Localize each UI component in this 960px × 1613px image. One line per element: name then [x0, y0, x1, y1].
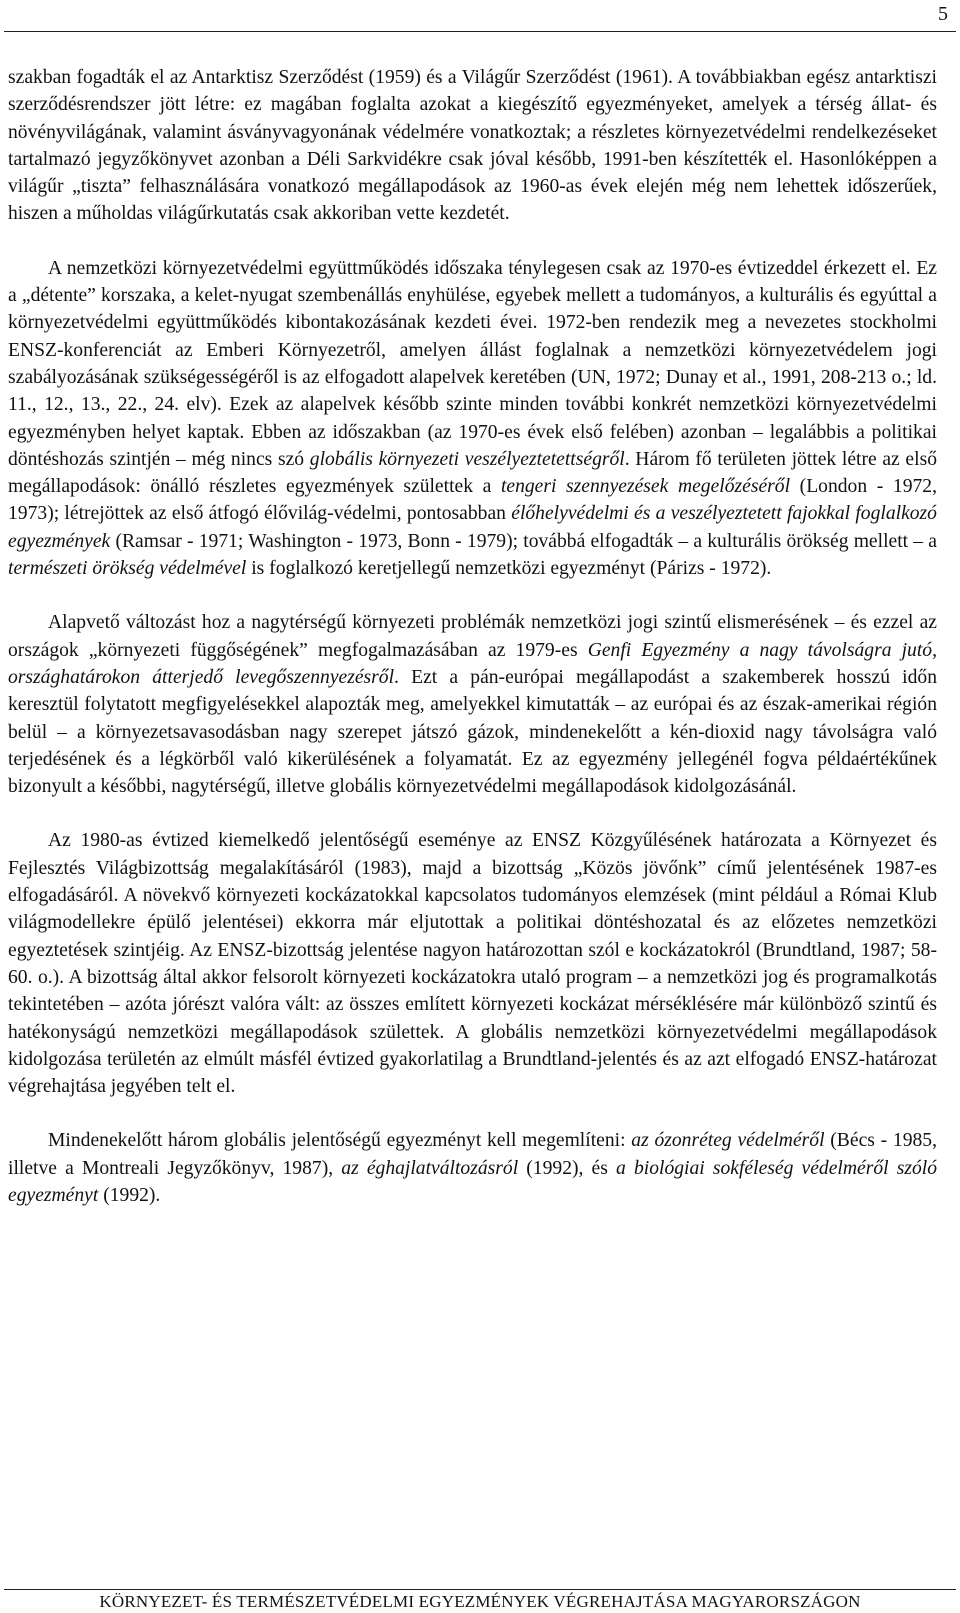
text-run: szakban fogadták el az Antarktisz Szerződést (1959) és a Világűr Szerződést (1961). A továbbiakban egész antarktiszi szerződésrendszer jött létre: ez magában foglalta azokat a kiegészítő egyezményeket, amelyek a térség állat- és növényvilágának, valamint ásványvagyonának védelmére vonatkoztak; a részletes környezetvédelmi rendelkezéseket tartalmazó jegyzőkönyvet azonban a Déli Sarkvidékre csak jóval később, 1991-ben készítették el. Hasonlóképpen a világűr „tiszta” felhasználására vonatkozó megállapodások az 1960-as évek elején még nem lehettek időszerűek, hiszen a műholdas világűrkutatás csak akkoriban vette kezdetét.	[8, 67, 937, 225]
paragraph-brundtland-report	[8, 827, 937, 1100]
text-run: Az 1980-as évtized kiemelkedő jelentőségű eseménye az ENSZ Közgyűlésének határozata a Környezet és Fejlesztés Világbizottság megalakításáról (1983), majd a bizottság „Közös jövőnk” című jelentésének 1987-es elfogadásáról. A növekvő környezeti kockázatokkal kapcsolatos tudományos elemzések (mint például a Római Klub világmodellekre épülő jelentései) ekkorra már eljutottak a politikai döntéshozatal és az előzetes nemzetközi egyeztetések szintjéig. Az ENSZ-bizottság jelentése nagyon határozottan szól e kockázatokról (Brundtland, 1987; 58-60. o.). A bizottság által akkor felsorolt környezeti kockázatokra utaló program – a nemzetközi jog és programalkotás tekintetében – azóta jórészt valóra vált: az összes említett környezeti kockázat mérséklésére már különböző szintű és hatékonyságú nemzetközi megállapodások születtek. A globális nemzetközi környezetvédelmi megállapodások kidolgozása területén az elmúlt másfél évtized gyakorlatilag a Brundtland-jelentés és az azt elfogadó ENSZ-határozat végrehajtása jegyében telt el.	[8, 830, 937, 1098]
italic-phrase: élőhelyvédelmi és a veszélyeztetett fajokkal foglalkozó egyezmények	[8, 503, 937, 552]
italic-phrase: Genfi Egyezmény a nagy távolságra jutó, országhatárokon átterjedő levegőszennyezésről	[8, 639, 937, 688]
paragraph-antarctic-treaties	[8, 64, 937, 228]
text-run: Mindenekelőtt három globális jelentőségű egyezményt kell megemlíteni:	[48, 1130, 632, 1152]
italic-phrase: természeti örökség védelmével	[8, 558, 247, 580]
text-run: (1992).	[98, 1184, 161, 1206]
page-number: 5	[938, 3, 948, 25]
page-body	[8, 64, 937, 1209]
paragraph-global-conventions	[8, 1127, 937, 1209]
text-run: Alapvető változást hoz a nagytérségű környezeti problémák nemzetközi jogi szintű elismerésének – és ezzel az országok „környezeti függőségének” megfogalmazásában az 1979-es	[8, 612, 937, 661]
text-run: . Három fő területen jöttek létre az első megállapodások: önálló részletes egyezmények születtek a	[8, 448, 937, 498]
text-run: (London - 1972, 1973); létrejöttek az első átfogó élővilág-védelmi, pontosabban	[8, 476, 937, 525]
italic-phrase: az éghajlatváltozásról	[341, 1157, 519, 1179]
header-rule	[4, 31, 956, 32]
paragraph-geneva-convention	[8, 609, 937, 800]
text-run: (Ramsar - 1971; Washington - 1973, Bonn - 1979); továbbá elfogadták – a kulturális örökség mellett – a	[110, 530, 937, 552]
text-run: (Bécs - 1985, illetve a Montreali Jegyzőkönyv, 1987),	[8, 1130, 938, 1179]
italic-phrase: globális környezeti veszélyeztetettségről	[309, 448, 625, 470]
text-run: . Ezt a pán-európai megállapodást a szakemberek hosszú időn keresztül folytatott megfigyelésekkel alapozták meg, amelyekkel kimutatták – az európai és az észak-amerikai régión belül – a környezetsavasodásban nagy szerepet játszó gázok, mindenekelőtt a kén-dioxid nagy távolságra való terjedésének és a légkörből való kikerülésének a folyamatát. Ez az egyezmény jellegénél fogva példaértékűnek bizonyult a későbbi, nagytérségű, illetve globális környezetvédelmi megállapodások kidolgozásánál.	[8, 666, 937, 798]
italic-phrase: az ózonréteg védelméről	[631, 1130, 825, 1152]
footer-title: KÖRNYEZET- ÉS TERMÉSZETVÉDELMI EGYEZMÉNYEK VÉGREHAJTÁSA MAGYARORSZÁGON	[99, 1592, 861, 1611]
text-run: (1992), és	[518, 1157, 617, 1179]
text-run: is foglalkozó keretjellegű nemzetközi egyezményt (Párizs - 1972).	[246, 558, 772, 580]
italic-phrase: a biológiai sokféleség védelméről szóló egyezményt	[8, 1157, 937, 1206]
text-run: A nemzetközi környezetvédelmi együttműködés időszaka ténylegesen csak az 1970-es évtizeddel érkezett el. Ez a „détente” korszaka, a kelet-nyugat szembenállás enyhülése, egyebek mellett a tudományos, a kulturális és egyúttal a környezetvédelmi együttműködés kibontakozásának kezdeti évei. 1972-ben rendezik meg a nevezetes stockholmi ENSZ-konferenciát az Emberi Környezetről, amelyen állást foglalnak a nemzetközi környezetvédelem jogi szabályozásának szükségességéről is az elfogadott alapelvek keretében (UN, 1972; Dunay et al., 1991, 208-213 o.; ld. 11., 12., 13., 22., 24. elv). Ezek az alapelvek később szinte minden további konkrét nemzetközi környezetvédelmi egyezményben helyet kaptak. Ebben az időszakban (az 1970-es évek első felében) azonban – legalábbis a politikai döntéshozás szintjén – még nincs szó	[8, 257, 937, 470]
paragraph-1970s-cooperation	[8, 255, 937, 583]
italic-phrase: tengeri szennyezések megelőzéséről	[500, 476, 791, 498]
footer-rule	[4, 1589, 956, 1590]
